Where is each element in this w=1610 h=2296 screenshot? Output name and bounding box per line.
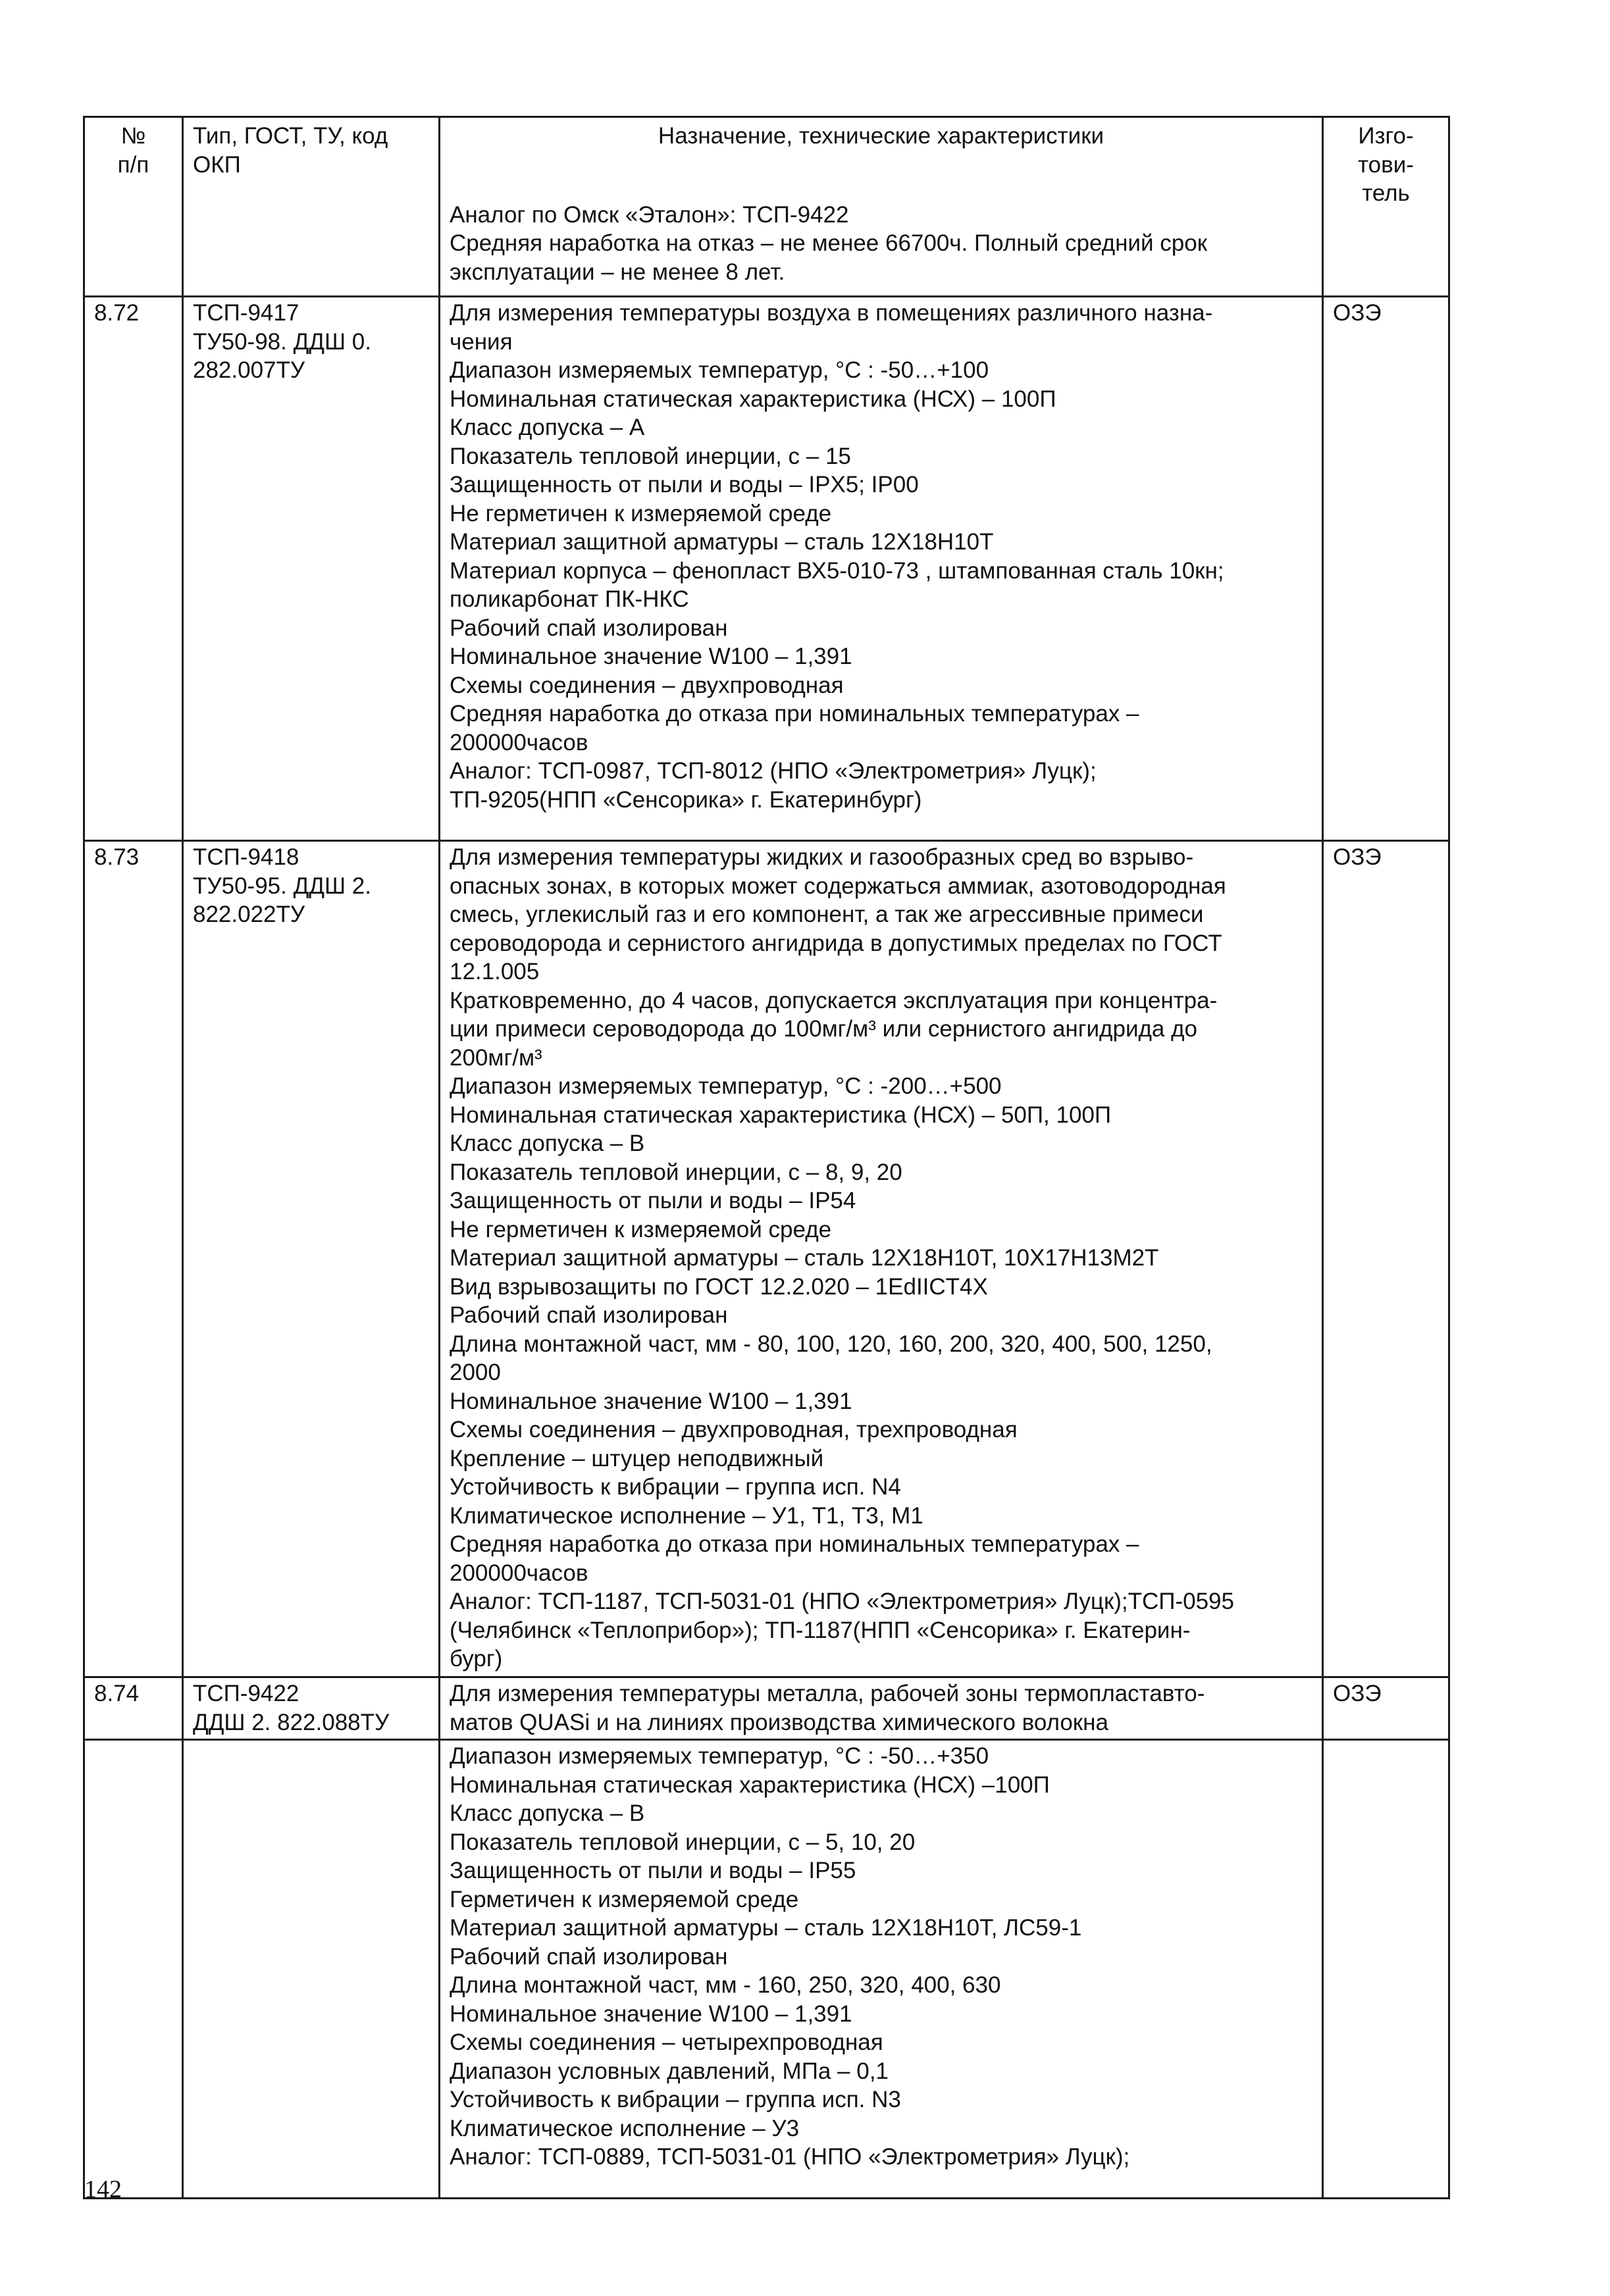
header-num-line: п/п (117, 151, 149, 178)
description-line: Длина монтажной част, мм - 80, 100, 120, 160, 200, 320, 400, 500, 1250, (450, 1331, 1212, 1357)
description-line: бург) (450, 1646, 503, 1671)
description-line: Для измерения температуры жидких и газообразных сред во взрыво- (450, 844, 1194, 870)
row-type-line: ТСП-9422 (193, 1681, 299, 1706)
table-row (84, 297, 1449, 841)
header-purpose (440, 117, 1323, 297)
description-line: Диапазон измеряемых температур, °С : -50…+350 (450, 1743, 989, 1769)
description-line: Схемы соединения – двухпроводная, трехпроводная (450, 1417, 1018, 1442)
description-line: Защищенность от пыли и воды – IP55 (450, 1858, 856, 1883)
row-maker: ОЗЭ (1323, 297, 1449, 841)
description-line: 200мг/м³ (450, 1044, 542, 1071)
description-line: Класс допуска – В (450, 1800, 645, 1826)
row-type-empty (183, 1740, 440, 2199)
description-line: Класс допуска – В (450, 1131, 645, 1156)
description-line: Показатель тепловой инерции, с – 8, 9, 20 (450, 1159, 902, 1185)
description-line: Схемы соединения – двухпроводная (450, 672, 844, 698)
description-line: матов QUASi и на линиях производства химического волокна (450, 1709, 1108, 1735)
description-line: Рабочий спай изолирован (450, 1943, 728, 1970)
row-description (440, 1740, 1323, 2199)
description-line: Материал корпуса – фенопласт ВХ5-010-73 , штампованная сталь 10кн; (450, 557, 1224, 584)
table-header-row (84, 117, 1449, 297)
description-line: 2000 (450, 1360, 501, 1385)
header-maker-line: тови- (1358, 151, 1414, 178)
row-type-line: 282.007ТУ (193, 357, 305, 383)
description-line: Не герметичен к измеряемой среде (450, 500, 832, 526)
description-line: Климатическое исполнение – У3 (450, 2115, 800, 2141)
continuation-line: Средняя наработка на отказ – не менее 66700ч. Полный средний срок (450, 230, 1208, 256)
continuation-line: Аналог по Омск «Эталон»: ТСП-9422 (450, 201, 849, 228)
description-line: Класс допуска – А (450, 415, 645, 440)
description-line: Материал защитной арматуры – сталь 12Х18Н10Т, 10Х17Н13М2Т (450, 1245, 1159, 1271)
description-line: Не герметичен к измеряемой среде (450, 1216, 832, 1242)
description-line: Крепление – штуцер неподвижный (450, 1445, 824, 1471)
row-type-line: ТСП-9417 (193, 300, 299, 326)
header-num-line: № (120, 123, 146, 149)
continuation-line: эксплуатации – не менее 8 лет. (450, 259, 785, 285)
row-num: 8.72 (84, 297, 183, 841)
header-num (84, 117, 183, 297)
specification-table (83, 116, 1450, 2199)
description-line: Номинальное значение W100 – 1,391 (450, 644, 852, 669)
description-line: Диапазон измеряемых температур, °С : -200…+500 (450, 1073, 1002, 1099)
table-row (84, 1677, 1449, 1740)
row-type (183, 297, 440, 841)
description-line: Климатическое исполнение – У1, Т1, Т3, М1 (450, 1502, 923, 1529)
description-line: Аналог: ТСП-0889, ТСП-5031-01 (НПО «Электрометрия» Луцк); (450, 2144, 1130, 2170)
description-line: 200000часов (450, 1560, 588, 1586)
description-line: Диапазон измеряемых температур, °С : -50…+100 (450, 357, 989, 383)
description-line: Устойчивость к вибрации – группа исп. N4 (450, 1474, 901, 1500)
header-type-line: Тип, ГОСТ, ТУ, код (193, 123, 388, 149)
description-line: Для измерения температуры воздуха в помещениях различного назна- (450, 300, 1213, 326)
description-line: 12.1.005 (450, 959, 540, 984)
header-purpose-title: Назначение, технические характеристики (658, 123, 1104, 149)
row-type-line: ТУ50-95. ДДШ 2. (193, 873, 371, 899)
row-type-line: ДДШ 2. 822.088ТУ (193, 1709, 390, 1735)
header-type (183, 117, 440, 297)
description-line: (Челябинск «Теплоприбор»); ТП-1187(НПП «Сенсорика» г. Екатерин- (450, 1617, 1191, 1643)
description-line: Средняя наработка до отказа при номинальных температурах – (450, 1531, 1139, 1557)
description-line: ТП-9205(НПП «Сенсорика» г. Екатеринбург) (450, 786, 922, 813)
description-line: Кратковременно, до 4 часов, допускается эксплуатация при концентра- (450, 987, 1218, 1013)
spec-sheet (83, 116, 1448, 2199)
description-line: Для измерения температуры металла, рабочей зоны термопластавто- (450, 1681, 1205, 1706)
description-line: Устойчивость к вибрации – группа исп. N3 (450, 2087, 901, 2112)
description-line: Защищенность от пыли и воды – IPX5; IP00 (450, 472, 919, 497)
row-type (183, 1677, 440, 1740)
description-line: Длина монтажной част, мм - 160, 250, 320, 400, 630 (450, 1972, 1001, 1998)
description-line: Диапазон условных давлений, МПа – 0,1 (450, 2058, 889, 2084)
description-line: Вид взрывозащиты по ГОСТ 12.2.020 – 1ЕdIICT4X (450, 1273, 988, 1300)
row-type-line: 822.022ТУ (193, 902, 305, 927)
description-line: Материал защитной арматуры – сталь 12Х18Н10Т (450, 529, 994, 555)
description-line: 200000часов (450, 729, 588, 755)
description-line: Защищенность от пыли и воды – IP54 (450, 1188, 856, 1213)
row-maker: ОЗЭ (1323, 841, 1449, 1677)
table-row-continuation (84, 1740, 1449, 2199)
description-line: Материал защитной арматуры – сталь 12Х18Н10Т, ЛС59-1 (450, 1915, 1082, 1941)
description-line: Номинальная статическая характеристика (НСХ) – 50П, 100П (450, 1102, 1112, 1128)
row-num: 8.74 (84, 1677, 183, 1740)
description-line: Номинальная статическая характеристика (НСХ) – 100П (450, 386, 1056, 412)
description-line: Номинальное значение W100 – 1,391 (450, 1388, 852, 1414)
description-line: Аналог: ТСП-1187, ТСП-5031-01 (НПО «Электрометрия» Луцк);ТСП-0595 (450, 1589, 1234, 1614)
description-line: Средняя наработка до отказа при номинальных температурах – (450, 701, 1139, 727)
description-line: Рабочий спай изолирован (450, 615, 728, 641)
header-maker-line: тель (1362, 180, 1410, 206)
description-line: ции примеси сероводорода до 100мг/м³ или сернистого ангидрида до (450, 1016, 1197, 1042)
description-line: Номинальная статическая характеристика (НСХ) –100П (450, 1772, 1050, 1798)
row-description (440, 1677, 1323, 1740)
description-line: Показатель тепловой инерции, с – 5, 10, 20 (450, 1829, 916, 1855)
description-line: Аналог: ТСП-0987, ТСП-8012 (НПО «Электрометрия» Луцк); (450, 758, 1097, 784)
description-line: Схемы соединения – четырехпроводная (450, 2029, 883, 2055)
row-description (440, 297, 1323, 841)
description-line: сероводорода и сернистого ангидрида в допустимых пределах по ГОСТ (450, 930, 1222, 956)
header-maker (1323, 117, 1449, 297)
row-num-empty (84, 1740, 183, 2199)
row-description (440, 841, 1323, 1677)
description-line: смесь, углекислый газ и его компонент, а так же агрессивные примеси (450, 902, 1204, 927)
description-line: Герметичен к измеряемой среде (450, 1886, 799, 1912)
description-line: чения (450, 328, 513, 355)
row-maker: ОЗЭ (1323, 1677, 1449, 1740)
table-row (84, 841, 1449, 1677)
row-num: 8.73 (84, 841, 183, 1677)
description-line: Номинальное значение W100 – 1,391 (450, 2001, 852, 2027)
description-line: опасных зонах, в которых может содержаться аммиак, азотоводородная (450, 873, 1226, 899)
description-line: Рабочий спай изолирован (450, 1302, 728, 1328)
row-type (183, 841, 440, 1677)
row-type-line: ТСП-9418 (193, 844, 299, 870)
description-line: Показатель тепловой инерции, с – 15 (450, 443, 851, 469)
header-type-line: ОКП (193, 151, 241, 178)
description-line: поликарбонат ПК-НКС (450, 586, 689, 612)
page-number: 142 (84, 2176, 122, 2203)
row-type-line: ТУ50-98. ДДШ 0. (193, 328, 371, 355)
row-maker-empty (1323, 1740, 1449, 2199)
header-maker-line: Изго- (1358, 123, 1414, 149)
